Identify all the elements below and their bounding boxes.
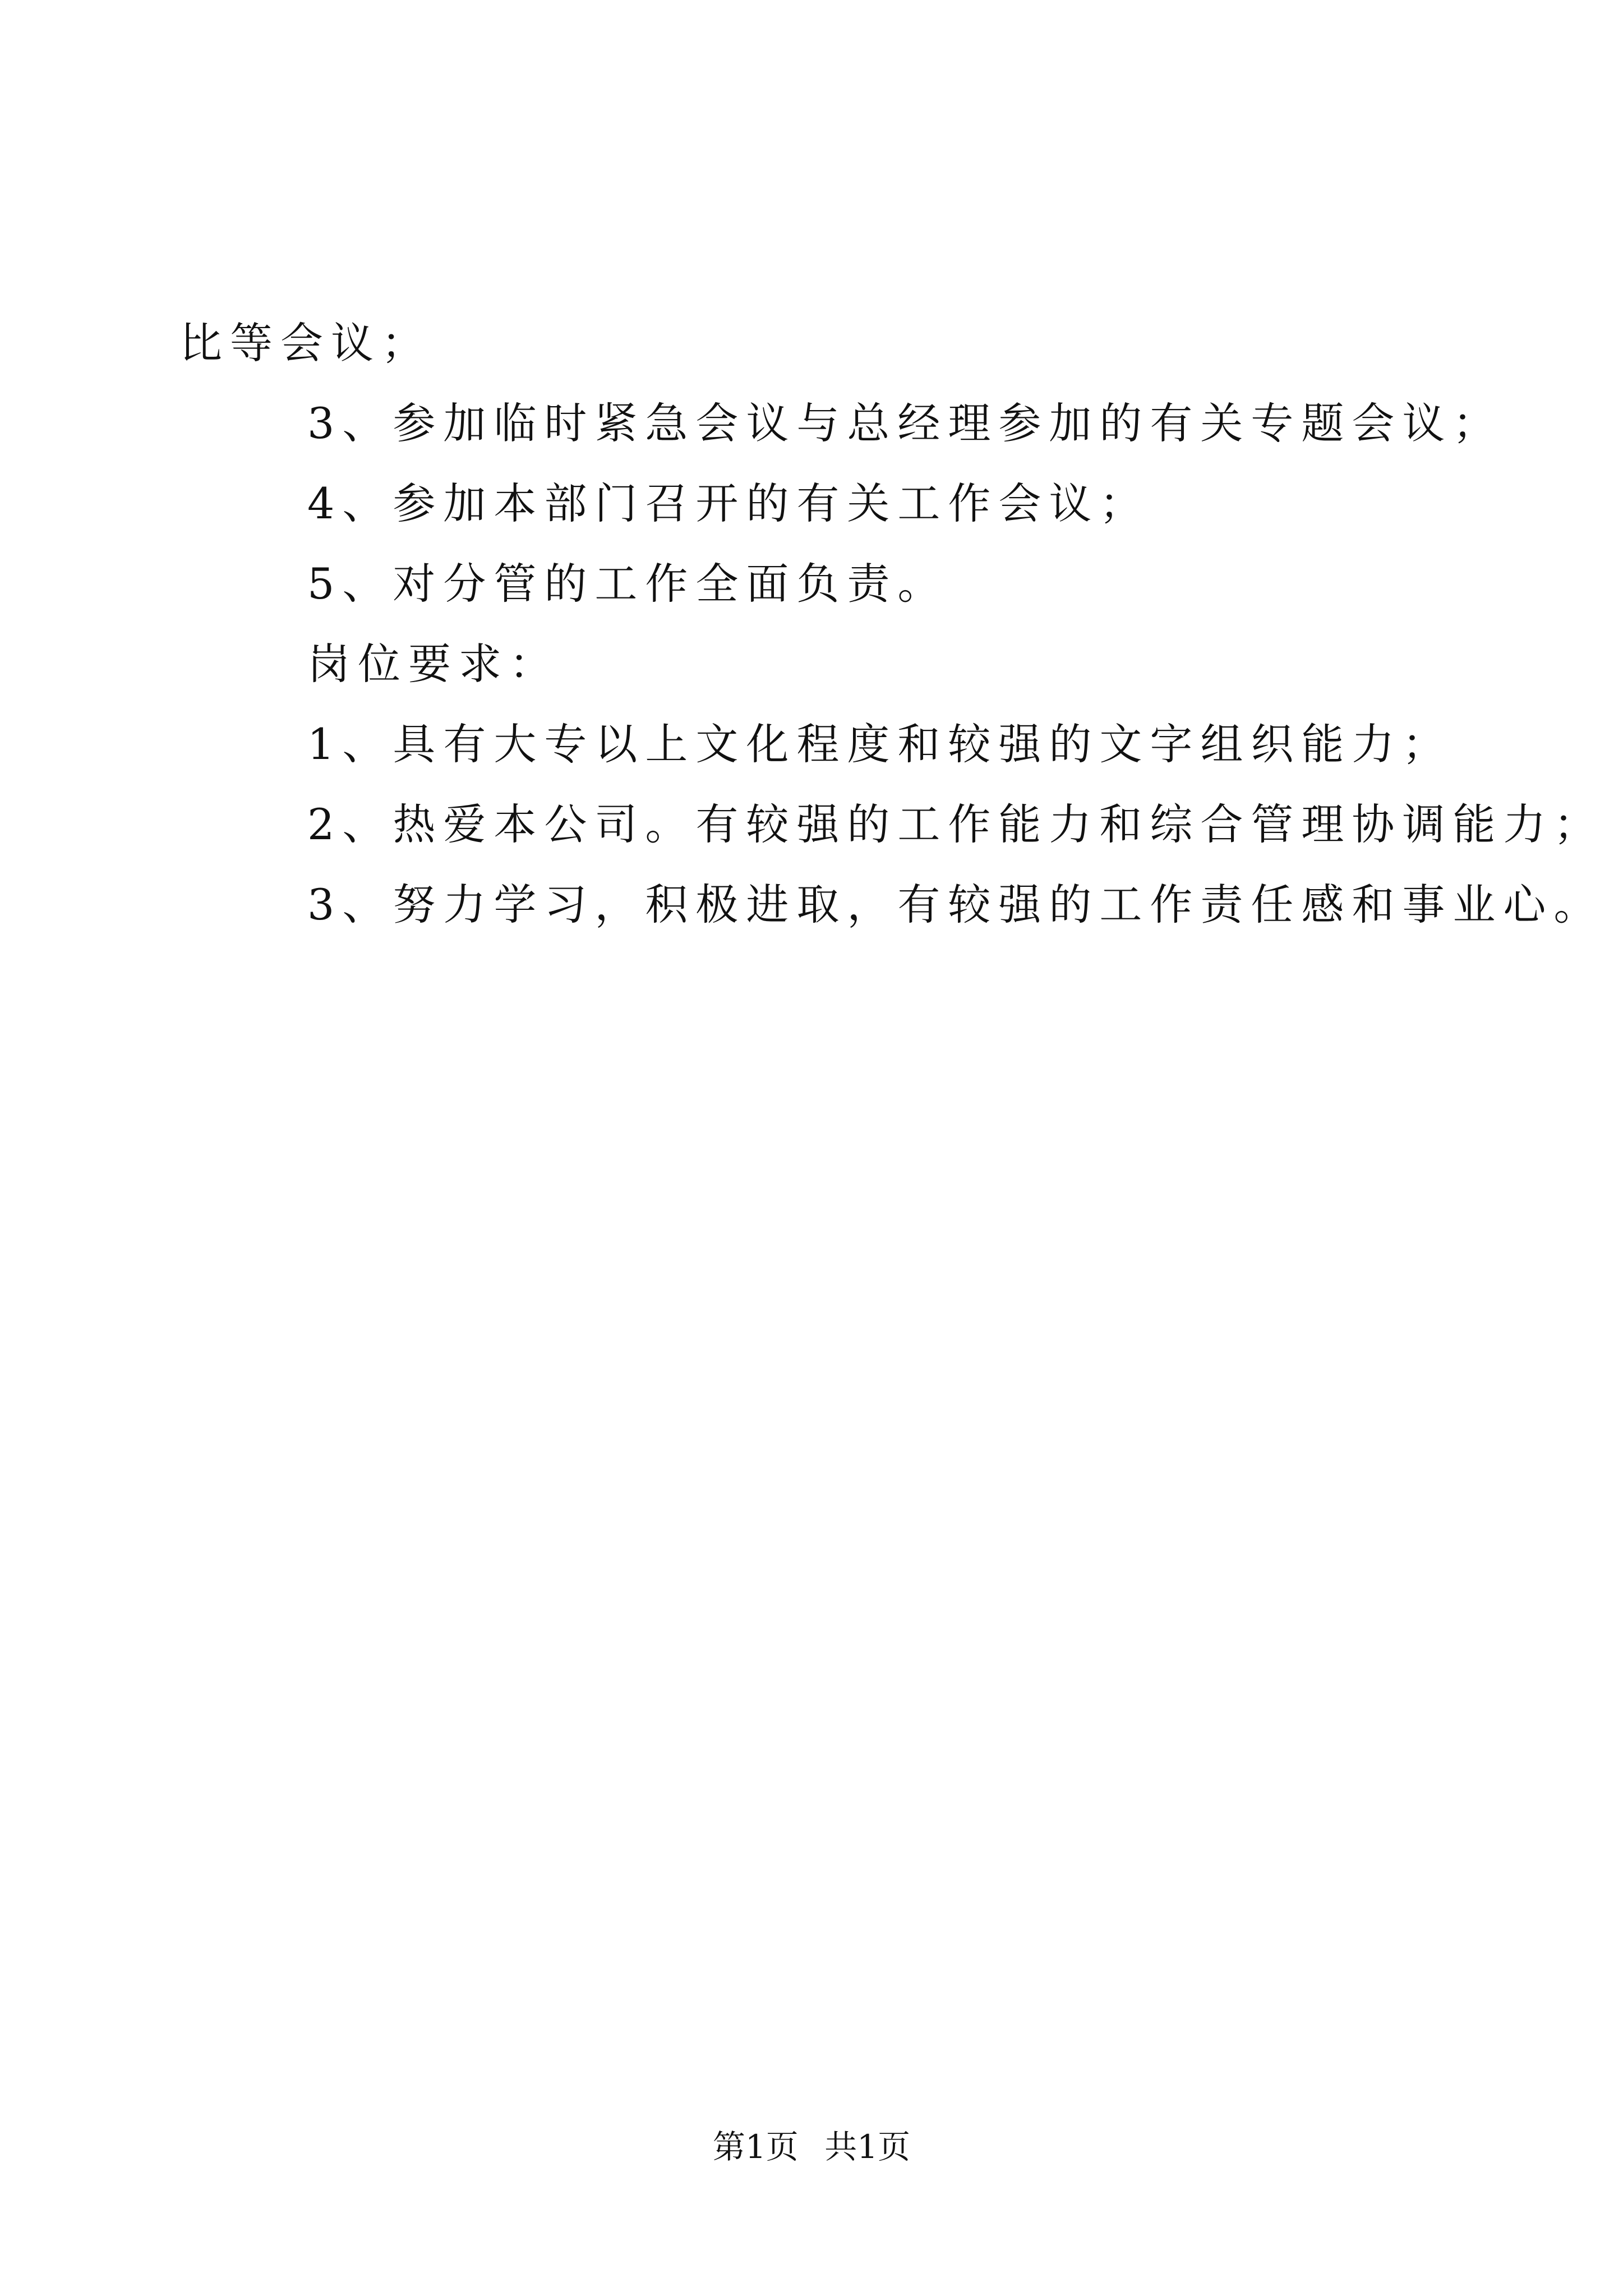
page-total: 共1页 [824,2128,911,2166]
duty-item-4: 4、参加本部门召开的有关工作会议； [307,478,1150,528]
document-body [179,303,1604,945]
duty-item-5: 5、对分管的工作全面负责。 [307,559,948,609]
requirement-item-2: 2、热爱本公司。有较强的工作能力和综合管理协调能力； [307,799,1604,849]
duty-item-3: 3、参加临时紧急会议与总经理参加的有关专题会议； [307,398,1504,448]
page-number: 第1页 [712,2128,799,2166]
section-heading-requirements: 岗位要求： [307,639,560,689]
continuation-line: 比等会议； [179,318,432,368]
requirement-item-3: 3、努力学习，积极进取，有较强的工作责任感和事业心。 [307,880,1604,930]
requirement-item-1: 1、具有大专以上文化程度和较强的文字组织能力； [307,719,1453,769]
page-footer [0,2120,1623,2168]
